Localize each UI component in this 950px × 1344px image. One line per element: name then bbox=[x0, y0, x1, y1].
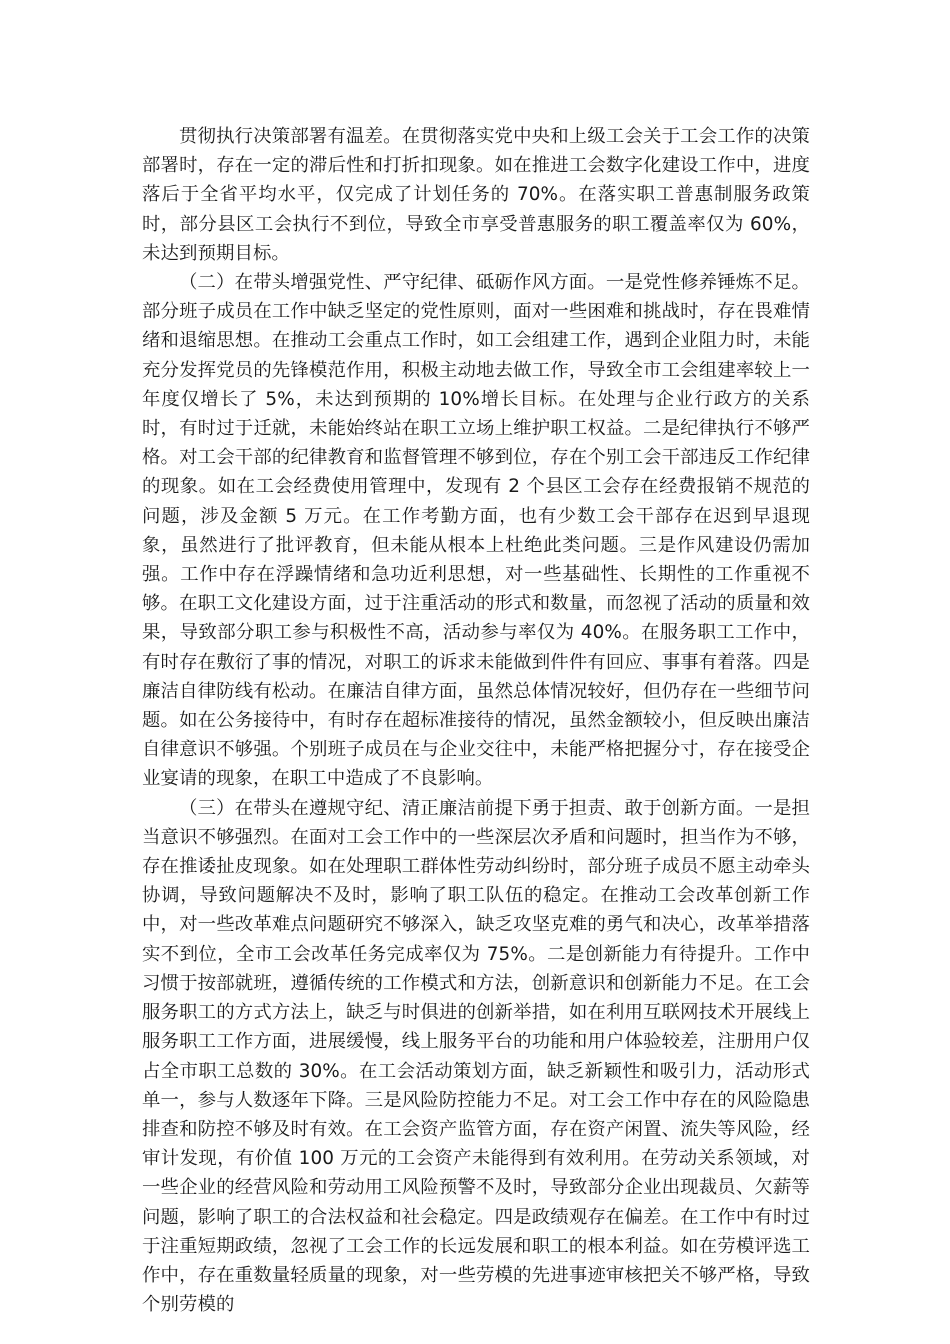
paragraph-section-three-responsibility-innovation: （三）在带头在遵规守纪、清正廉洁前提下勇于担责、敢于创新方面。一是担当意识不够强烈。在面对工会工作中的一些深层次矛盾和问题时，担当作为不够，存在推诿扯皮现象。如在处理职工群体性劳动纠纷时，部分班子成员不愿主动牵头协调，导致问题解决不及时，影响了职工队伍的稳定。在推动工会改革创新工作中，对一些改革难点问题研究不够深入，缺乏攻坚克难的勇气和决心，改革举措落实不到位，全市工会改革任务完成率仅为 75%。二是创新能力有待提升。工作中习惯于按部就班，遵循传统的工作模式和方法，创新意识和创新能力不足。在工会服务职工的方式方法上，缺乏与时俱进的创新举措，如在利用互联网技术开展线上服务职工工作方面，进展缓慢，线上服务平台的功能和用户体验较差，注册用户仅占全市职工总数的 30%。在工会活动策划方面，缺乏新颖性和吸引力，活动形式单一，参与人数逐年下降。三是风险防控能力不足。对工会工作中存在的风险隐患排查和防控不够及时有效。在工会资产监管方面，存在资产闲置、流失等风险，经审计发现，有价值 100 万元的工会资产未能得到有效利用。在劳动关系领域，对一些企业的经营风险和劳动用工风险预警不及时，导致部分企业出现裁员、欠薪等问题，影响了职工的合法权益和社会稳定。四是政绩观存在偏差。在工作中有时过于注重短期政绩，忽视了工会工作的长远发展和职工的根本利益。如在劳模评选工作中，存在重数量轻质量的现象，对一些劳模的先进事迹审核把关不够严格，导致个别劳模的 bbox=[142, 797, 810, 1316]
paragraph-decision-implementation: 贯彻执行决策部署有温差。在贯彻落实党中央和上级工会关于工会工作的决策部署时，存在一定的滞后性和打折扣现象。如在推进工会数字化建设工作中，进度落后于全省平均水平，仅完成了计划任务的 70%。在落实职工普惠制服务政策时，部分县区工会执行不到位，导致全市享受普惠服务的职工覆盖率仅为 60%，未达到预期目标。 bbox=[142, 126, 810, 264]
document-body bbox=[142, 122, 810, 1319]
paragraph-section-two-party-discipline: （二）在带头增强党性、严守纪律、砥砺作风方面。一是党性修养锤炼不足。部分班子成员在工作中缺乏坚定的党性原则，面对一些困难和挑战时，存在畏难情绪和退缩思想。在推动工会重点工作时，如工会组建工作，遇到企业阻力时，未能充分发挥党员的先锋模范作用，积极主动地去做工作，导致全市工会组建率较上一年度仅增长了 5%，未达到预期的 10%增长目标。在处理与企业行政方的关系时，有时过于迁就，未能始终站在职工立场上维护职工权益。二是纪律执行不够严格。对工会干部的纪律教育和监督管理不够到位，存在个别工会干部违反工作纪律的现象。如在工会经费使用管理中，发现有 2 个县区工会存在经费报销不规范的问题，涉及金额 5 万元。在工作考勤方面，也有少数工会干部存在迟到早退现象，虽然进行了批评教育，但未能从根本上杜绝此类问题。三是作风建设仍需加强。工作中存在浮躁情绪和急功近利思想，对一些基础性、长期性的工作重视不够。在职工文化建设方面，过于注重活动的形式和数量，而忽视了活动的质量和效果，导致部分职工参与积极性不高，活动参与率仅为 40%。在服务职工工作中，有时存在敷衍了事的情况，对职工的诉求未能做到件件有回应、事事有着落。四是廉洁自律防线有松动。在廉洁自律方面，虽然总体情况较好，但仍存在一些细节问题。如在公务接待中，有时存在超标准接待的情况，虽然金额较小，但反映出廉洁自律意识不够强。个别班子成员在与企业交往中，未能严格把握分寸，存在接受企业宴请的现象，在职工中造成了不良影响。 bbox=[142, 272, 810, 790]
